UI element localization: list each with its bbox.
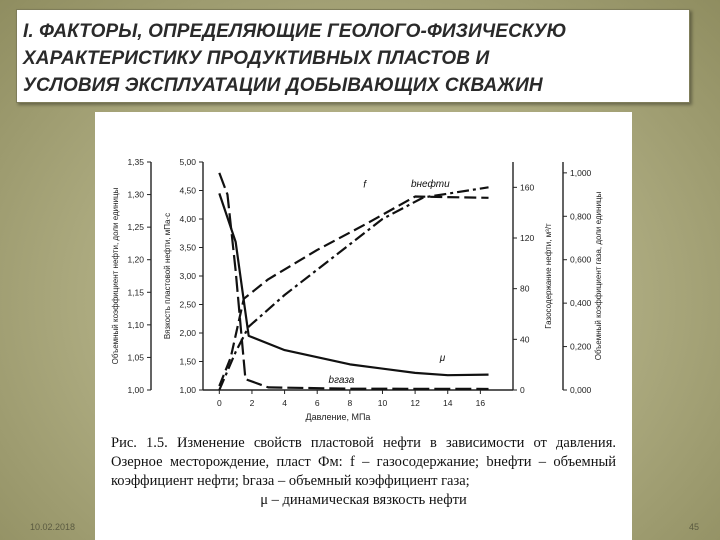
title-line-3: УСЛОВИЯ ЭКСПЛУАТАЦИИ ДОБЫВАЮЩИХ СКВАЖИН xyxy=(23,75,543,96)
tick-label-mu: 1,00 xyxy=(179,385,196,395)
tick-label-b_oil: 1,05 xyxy=(127,352,144,363)
tick-label-mu: 2,00 xyxy=(179,328,196,338)
series-label-3: bгаза xyxy=(328,374,355,386)
tick-label-mu: 5,00 xyxy=(179,157,196,167)
tick-label-mu: 4,00 xyxy=(179,214,196,224)
x-tick-label: 4 xyxy=(282,398,287,408)
tick-label-mu: 3,50 xyxy=(179,242,196,253)
axis-label-b_oil: Объемный коэффициент нефти, доли единицы xyxy=(111,187,120,365)
tick-label-mu: 1,50 xyxy=(179,356,196,367)
title-line-1: I. ФАКТОРЫ, ОПРЕДЕЛЯЮЩИЕ ГЕОЛОГО-ФИЗИЧЕСКУЮ xyxy=(23,21,567,42)
series-line-1 xyxy=(219,187,488,390)
slide-date: 10.02.2018 xyxy=(30,522,76,532)
title-line-2: ХАРАКТЕРИСТИКУ ПРОДУКТИВНЫХ ПЛАСТОВ И xyxy=(23,48,490,69)
x-tick-label: 0 xyxy=(216,398,222,408)
x-tick-label: 2 xyxy=(249,398,255,408)
tick-label-b_gas: 0,000 xyxy=(570,385,592,395)
tick-label-b_gas: 0,600 xyxy=(570,254,592,265)
figure-caption xyxy=(111,434,616,510)
tick-label-b_gas: 0,800 xyxy=(570,211,592,222)
axis-label-mu: Вязкость пластовой нефти, мПа·с xyxy=(163,212,172,340)
tick-label-b_oil: 1,20 xyxy=(127,254,144,265)
tick-label-f: 120 xyxy=(520,233,535,243)
tick-label-f: 0 xyxy=(520,385,525,395)
tick-label-f: 160 xyxy=(520,182,535,193)
x-tick-label: 14 xyxy=(443,398,453,408)
x-tick-label: 12 xyxy=(410,398,420,408)
x-tick-label: 6 xyxy=(314,398,320,408)
tick-label-f: 80 xyxy=(520,283,530,294)
figure-panel xyxy=(95,112,632,540)
tick-label-b_gas: 1,000 xyxy=(570,167,592,178)
tick-label-mu: 3,00 xyxy=(179,271,196,281)
series-label-1: f xyxy=(363,179,367,191)
x-tick-label: 10 xyxy=(377,398,388,408)
tick-label-mu: 2,50 xyxy=(179,299,196,310)
x-tick-label: 16 xyxy=(475,398,486,408)
axis-label-f: Газосодержание нефти, м³/т xyxy=(544,223,553,329)
tick-label-b_oil: 1,35 xyxy=(127,157,144,167)
x-axis-label: Давление, МПа xyxy=(305,412,371,422)
tick-label-b_gas: 0,200 xyxy=(570,341,592,352)
tick-label-b_gas: 0,400 xyxy=(570,298,592,309)
tick-label-b_oil: 1,10 xyxy=(127,319,144,330)
tick-label-b_oil: 1,30 xyxy=(127,189,144,200)
series-label-2: μ xyxy=(439,353,446,365)
series-label-0: bнефти xyxy=(410,179,450,191)
series-line-3 xyxy=(219,173,488,389)
tick-label-f: 40 xyxy=(520,334,530,345)
tick-label-b_oil: 1,15 xyxy=(127,287,144,298)
slide-title xyxy=(23,18,683,99)
pressure-properties-chart xyxy=(95,112,632,432)
series-line-2 xyxy=(219,193,488,375)
caption-text: Рис. 1.5. Изменение свойств пластовой нефти в зависимости от давления. Озерное месторождение, пласт Фм: f – газосодержание; bнефти – объемный коэффициент нефти; bгаза – объемный коэффициент газа; xyxy=(111,435,616,489)
tick-label-mu: 4,50 xyxy=(179,185,196,196)
series-line-0 xyxy=(219,197,488,387)
tick-label-b_oil: 1,25 xyxy=(127,222,144,233)
caption-last-line: μ – динамическая вязкость нефти xyxy=(260,492,467,508)
x-tick-label: 8 xyxy=(347,398,353,408)
axis-label-b_gas: Объемный коэффициент газа, доли единицы xyxy=(594,191,603,361)
slide-page-number: 45 xyxy=(689,522,700,532)
tick-label-b_oil: 1,00 xyxy=(127,385,144,395)
slide-title-box xyxy=(16,9,690,103)
